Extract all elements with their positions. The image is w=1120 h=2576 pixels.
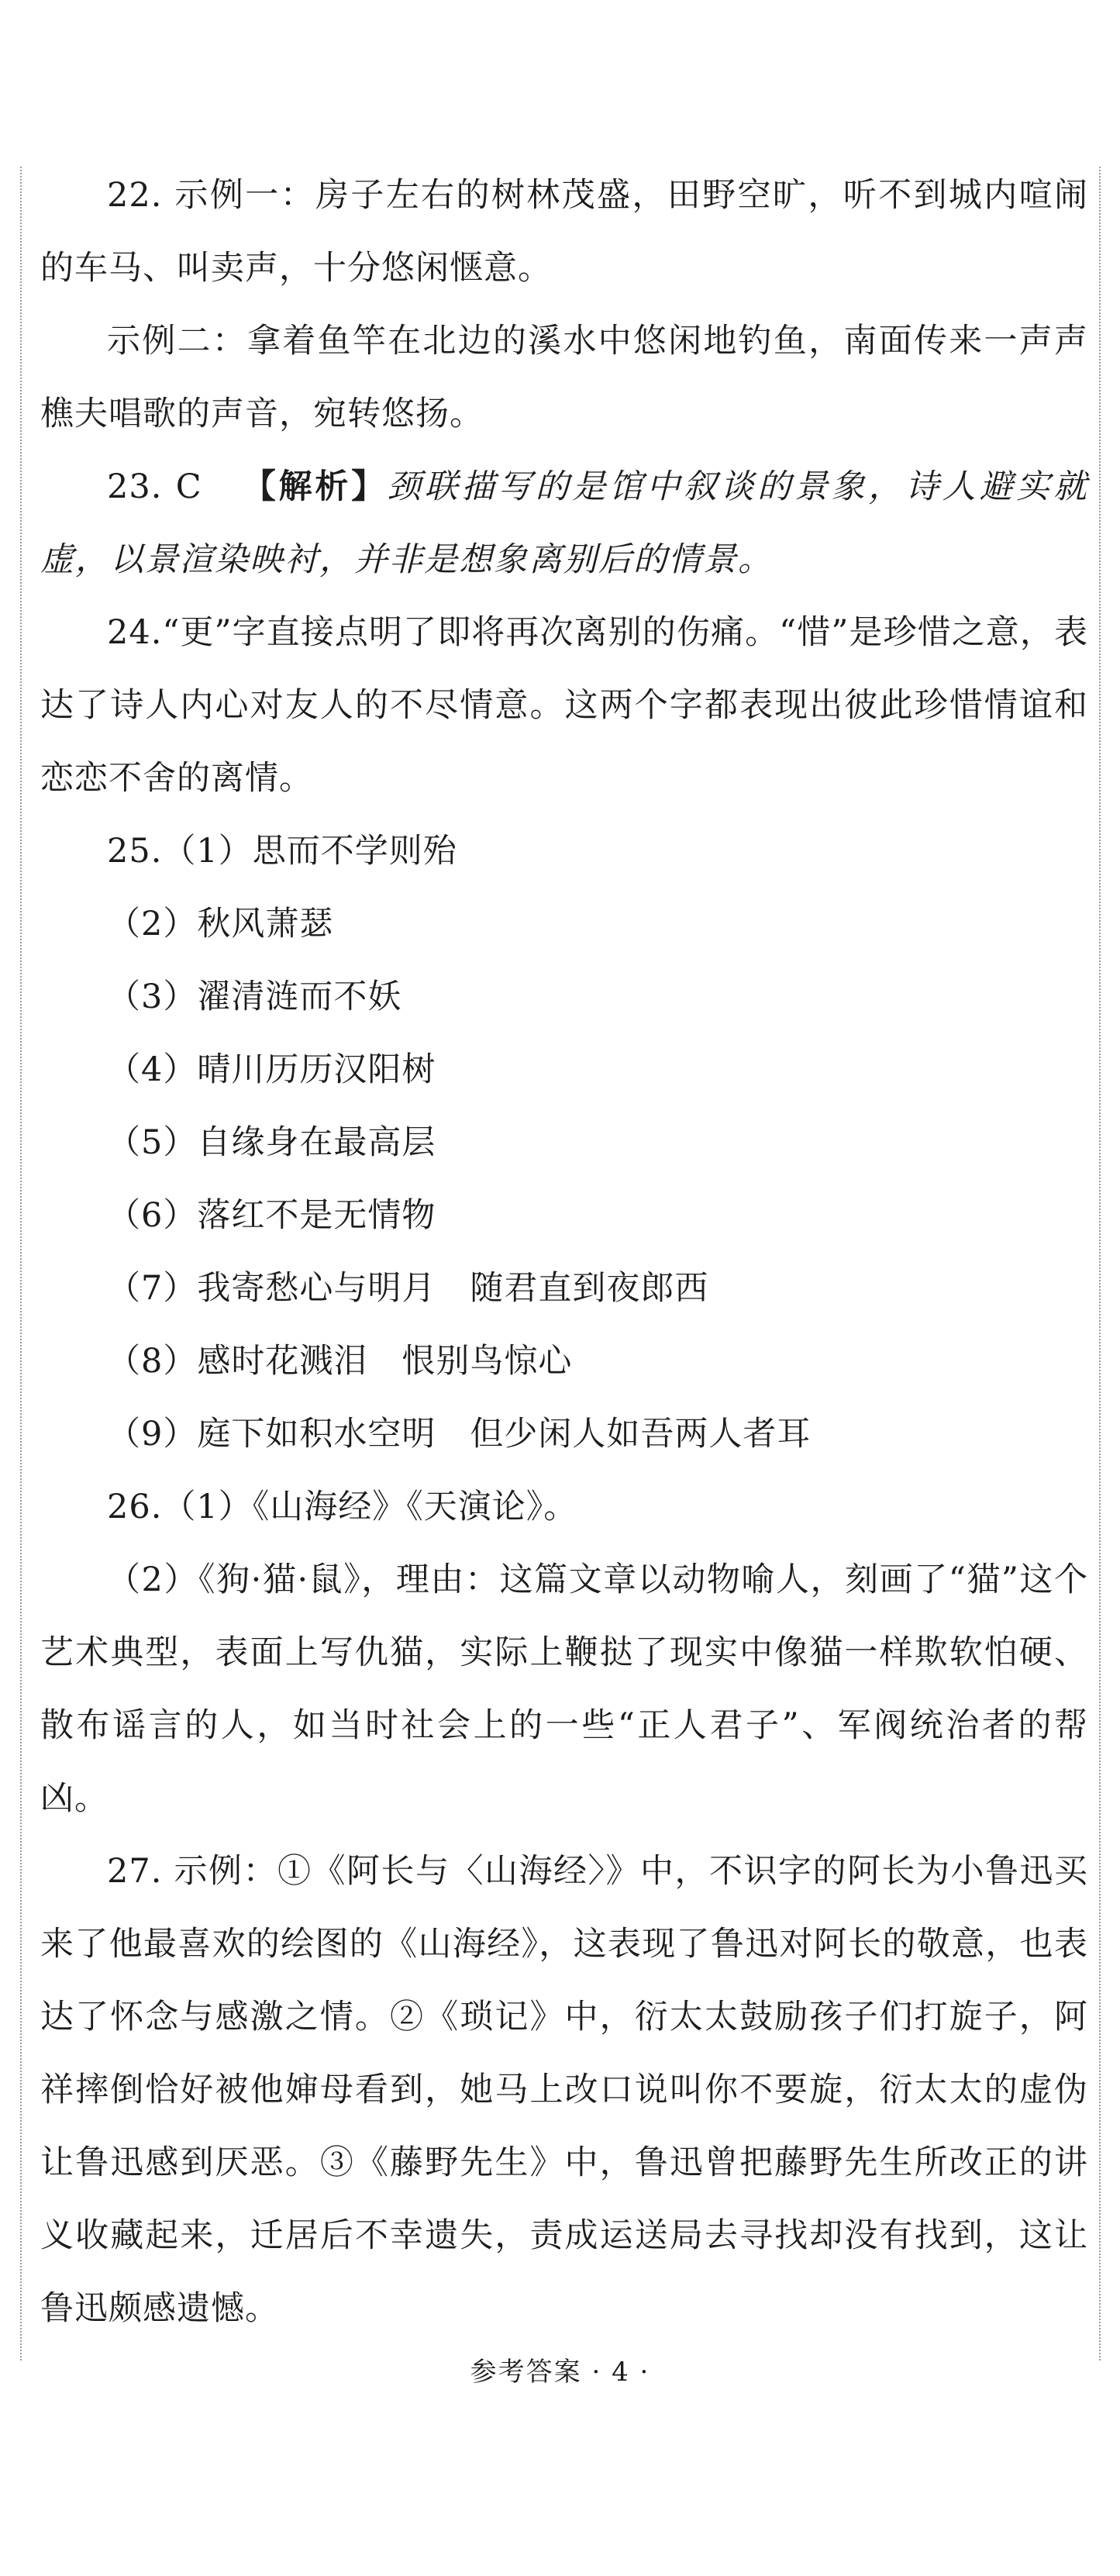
answer-25-item-2: （2）秋风萧瑟 (107, 905, 334, 943)
answer-25-item-6: （6）落红不是无情物 (107, 1196, 436, 1235)
answer-25-item-8: （8）感时花溅泪 恨别鸟惊心 (107, 1342, 573, 1381)
answer-25-item-5: （5）自缘身在最高层 (107, 1123, 436, 1162)
answer-22-example-1: 22. 示例一：房子左右的树林茂盛，田野空旷，听不到城内喧闹的车马、叫卖声，十分悠闲惬意。 (40, 176, 1088, 288)
answer-25-item-7: （7）我寄愁心与明月 随君直到夜郎西 (107, 1269, 709, 1308)
answer-25-item-3: （3）濯清涟而不妖 (107, 978, 402, 1016)
answer-23-analysis-text: 颈联描写的是馆中叙谈的景象，诗人避实就虚，以景渲染映衬，并非是想象离别后的情景。 (40, 467, 1088, 579)
answer-24: 24.“更”字直接点明了即将再次离别的伤痛。“惜”是珍惜之意，表达了诗人内心对友人的不尽情意。这两个字都表现出彼此珍惜情谊和恋恋不舍的离情。 (40, 613, 1088, 798)
page-footer: 参考答案 · 4 · (470, 2357, 650, 2388)
answer-23 (40, 450, 1088, 596)
answer-26-part-2: （2）《狗·猫·鼠》，理由：这篇文章以动物喻人，刻画了“猫”这个艺术典型，表面上写仇猫，实际上鞭挞了现实中像猫一样欺软怕硬、散布谣言的人，如当时社会上的一些“正人君子”、军阀统治者的帮凶。 (40, 1560, 1088, 1818)
answer-23-number: 23. C (107, 467, 202, 506)
left-dotted-border (20, 167, 22, 2360)
answer-27: 27. 示例：①《阿长与〈山海经〉》中，不识字的阿长为小鲁迅买来了他最喜欢的绘图的《山海经》，这表现了鲁迅对阿长的敬意，也表达了怀念与感激之情。②《琐记》中，衍太太鼓励孩子们打旋子，阿祥摔倒恰好被他婶母看到，她马上改口说叫你不要旋，衍太太的虚伪让鲁迅感到厌恶。③《藤野先生》中，鲁迅曾把藤野先生所改正的讲义收藏起来，迁居后不幸遗失，责成运送局去寻找却没有找到，这让鲁迅颇感遗憾。 (40, 1852, 1088, 2328)
answer-25-item-1: 25.（1）思而不学则殆 (107, 832, 457, 871)
answer-26-part-1: 26.（1）《山海经》《天演论》。 (107, 1488, 578, 1526)
right-dotted-border (1099, 167, 1101, 2360)
answer-content (40, 159, 1088, 2345)
answer-25-item-4: （4）晴川历历汉阳树 (107, 1050, 436, 1089)
answer-25-item-9: （9）庭下如积水空明 但少闲人如吾两人者耳 (107, 1415, 812, 1454)
answer-23-analysis-tag: 【解析】 (242, 467, 388, 506)
answer-22-example-2: 示例二：拿着鱼竿在北边的溪水中悠闲地钓鱼，南面传来一声声樵夫唱歌的声音，宛转悠扬。 (40, 322, 1088, 433)
